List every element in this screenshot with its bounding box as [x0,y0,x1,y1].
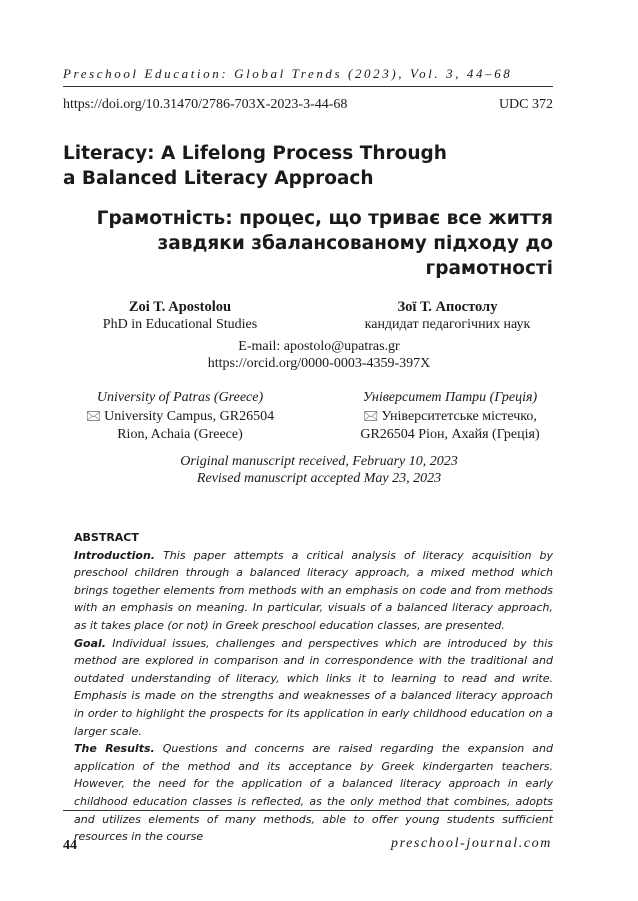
address-ua-line2: GR26504 Ріон, Ахайя (Греція) [360,427,540,442]
journal-website[interactable]: preschool-journal.com [390,836,552,851]
goal-text: Individual issues, challenges and perspectives which are introduced by this method are explored in comparison and in correspondence with the traditional and outdated understanding of literacy, which links it to learning to read and write. Emphasis is made on the strengths and weaknesses of a balanced literacy approach in order to highlight the prospects for its application in early childhood education on a larger scale. [74,636,553,738]
address-en-text: University Campus, GR26504 [104,409,275,424]
goal-label: Goal. [74,636,106,650]
abstract [74,529,553,846]
title-english [63,141,483,191]
title-ua-line1: Грамотність: процес, що триває все життя [96,208,553,229]
abstract-introduction [74,547,553,635]
envelope-icon: 🖂 [363,408,379,423]
affiliation-ua [350,389,550,444]
envelope-icon: 🖂 [85,408,102,423]
footer-rule [63,810,553,811]
author-degree-en: PhD in Educational Studies [102,317,258,332]
address-ua-line1 [350,407,550,426]
results-text: Questions and concerns are raised regarding the expansion and application of the method and its acceptance by Greek kindergarten teachers. However, the need for the application of a balanced literacy approach in early childhood education classes is reflected, as the only method that combines, adopts and utilizes elements of many methods, able to offer young students sufficient resources in the course [74,742,554,844]
title-en-line2: a Balanced Literacy Approach [63,168,374,189]
author-email[interactable]: E-mail: apostolo@upatras.gr [238,339,400,354]
intro-text: This paper attempts a critical analysis of literacy acquisition by preschool children through a balanced literacy approach, a mixed method which brings together elements from methods with an emphasis on code and from methods with an emphasis on meaning. In particular, visuals of a balanced literacy approach, as it takes place (or not) in Greek preschool education classes, are presented. [74,548,553,632]
author-contacts [63,338,575,372]
author-en [90,298,270,334]
address-ua-text: Університетське містечко, [381,409,537,424]
header-rule [63,86,553,87]
doi-link[interactable]: https://doi.org/10.31470/2786-703X-2023-3-44-68 [63,97,348,112]
author-name-en: Zoi T. Apostolou [128,299,232,315]
author-name-ua: Зої Т. Апостолу [397,299,498,315]
author-orcid[interactable]: https://orcid.org/0000-0003-4359-397X [207,356,431,371]
doi-row [63,97,553,113]
title-ua-line2: завдяки збалансованому підходу до грамотності [157,233,553,279]
journal-citation: Preschool Education: Global Trends (2023), Vol. 3, 44–68 [63,66,513,81]
abstract-goal [74,635,553,741]
title-en-line1: Literacy: A Lifelong Process Through [63,143,447,164]
address-en-line2: Rion, Achaia (Greece) [117,427,243,442]
author-ua [355,298,540,334]
intro-label: Introduction. [74,548,155,562]
manuscript-accepted: Revised manuscript accepted May 23, 2023 [196,471,442,486]
title-ukrainian [83,206,553,281]
manuscript-received: Original manuscript received, February 10, 2023 [180,454,458,469]
abstract-heading: ABSTRACT [74,531,139,544]
author-degree-ua: кандидат педагогічних наук [364,317,531,332]
page-number: 44 [63,838,77,853]
address-en-line1 [80,407,280,426]
university-ua: Університет Патри (Греція) [362,390,538,405]
university-en: University of Patras (Greece) [96,390,264,405]
results-label: The Results. [74,742,155,756]
manuscript-dates [63,453,575,487]
affiliation-en [80,389,280,444]
udc-code: UDC 372 [498,97,553,112]
abstract-results [74,740,553,846]
